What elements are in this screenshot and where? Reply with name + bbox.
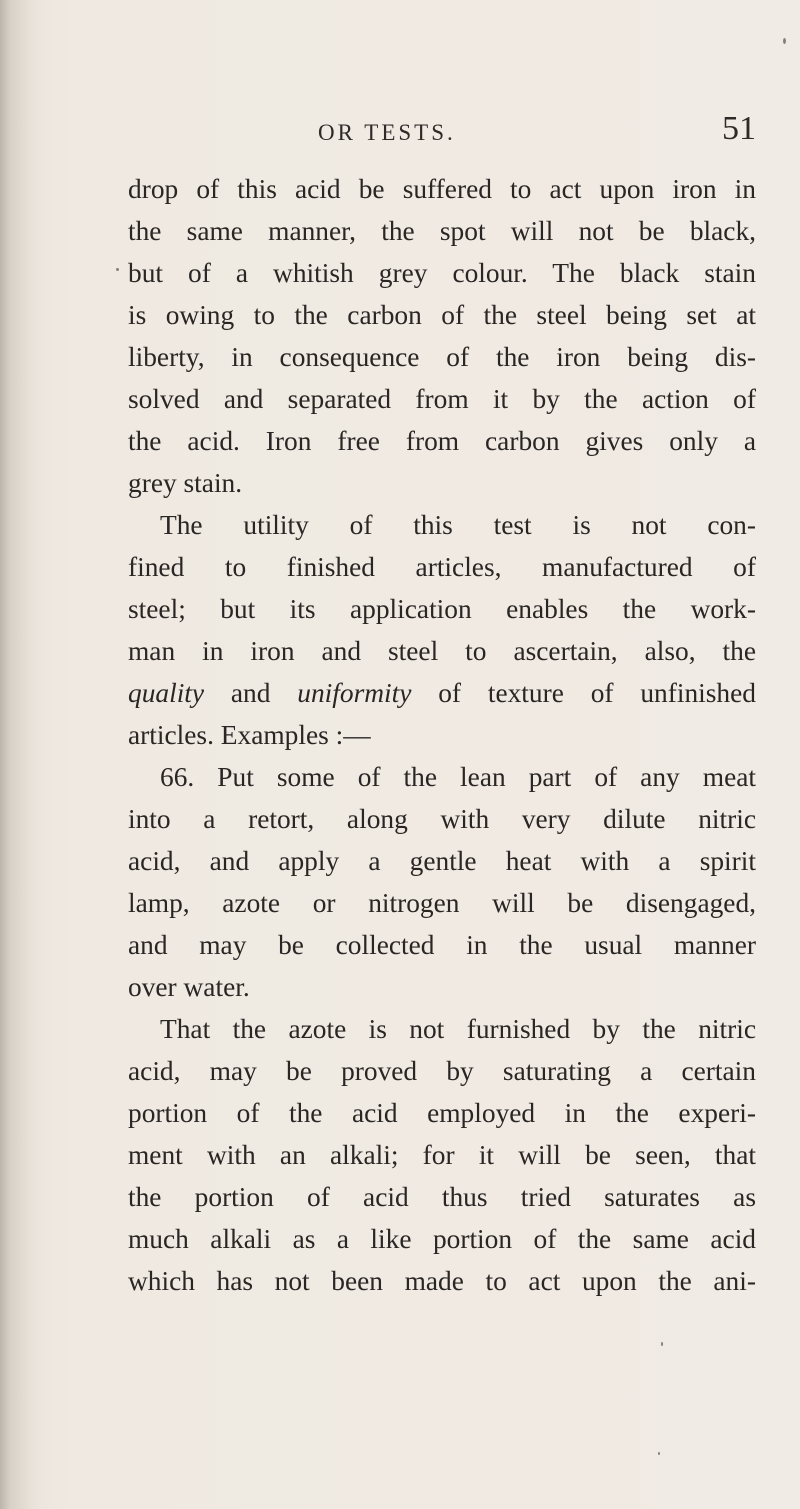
text-line: drop of this acid be suffered to act upon iron in <box>128 174 756 204</box>
text-fragment: of texture of unfinished <box>411 678 756 708</box>
text-line: over water. <box>128 972 250 1002</box>
text-line: fined to finished articles, manufactured of <box>128 552 756 582</box>
text-fragment: and <box>204 678 298 708</box>
page-number: 51 <box>722 110 756 147</box>
text-line: 66. Put some of the lean part of any meat <box>160 762 756 792</box>
text-line: man in iron and steel to ascertain, also, the <box>128 636 756 666</box>
text-line: acid, may be proved by saturating a certain <box>128 1056 756 1086</box>
page-header <box>0 82 800 147</box>
body-text <box>128 168 756 1302</box>
text-line: The utility of this test is not con- <box>160 510 756 540</box>
text-line: That the azote is not furnished by the nitric <box>160 1014 756 1044</box>
text-line: ment with an alkali; for it will be seen, that <box>128 1140 756 1170</box>
running-head: OR TESTS. <box>318 120 456 145</box>
text-line: portion of the acid employed in the experi- <box>128 1098 756 1128</box>
emphasis-uniformity: uniformity <box>297 678 412 708</box>
text-line: is owing to the carbon of the steel being set at <box>128 300 756 330</box>
text-line: which has not been made to act upon the ani- <box>128 1266 756 1296</box>
text-line: the acid. Iron free from carbon gives only a <box>128 426 756 456</box>
text-line: into a retort, along with very dilute nitric <box>128 804 756 834</box>
text-line: the same manner, the spot will not be black, <box>128 216 756 246</box>
text-line: articles. Examples :— <box>128 720 371 750</box>
text-line: the portion of acid thus tried saturates as <box>128 1182 756 1212</box>
emphasis-quality: quality <box>128 678 205 708</box>
text-line: but of a whitish grey colour. The black stain <box>128 258 756 288</box>
text-line: much alkali as a like portion of the same acid <box>128 1224 756 1254</box>
text-line-emphasis <box>128 672 756 714</box>
text-line: lamp, azote or nitrogen will be disengaged, <box>128 888 756 918</box>
text-line: and may be collected in the usual manner <box>128 930 756 960</box>
text-line: solved and separated from it by the action of <box>128 384 756 414</box>
binding-gutter-shadow <box>0 0 44 1509</box>
text-line: steel; but its application enables the work- <box>128 594 756 624</box>
text-line: acid, and apply a gentle heat with a spirit <box>128 846 756 876</box>
text-line: grey stain. <box>128 468 243 498</box>
text-line: liberty, in consequence of the iron being dis- <box>128 342 756 372</box>
